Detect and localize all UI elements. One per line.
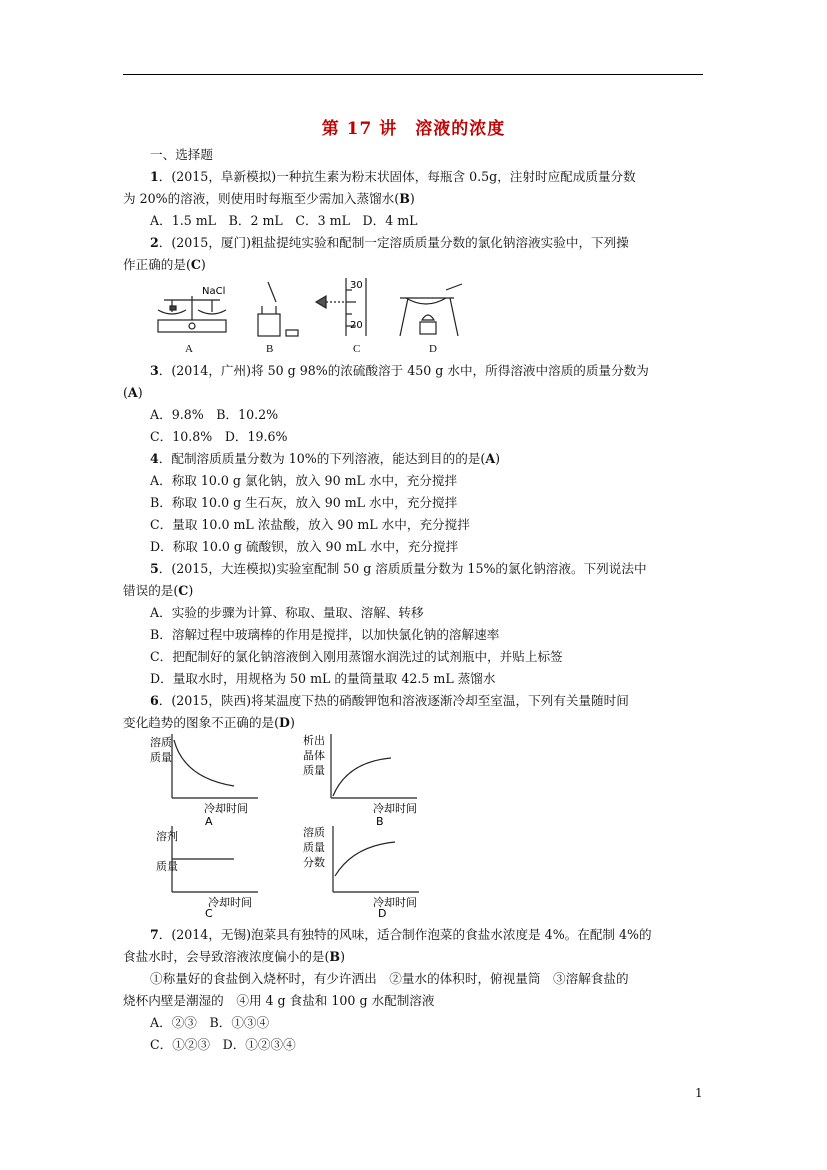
question-6-line-2 — [123, 714, 295, 732]
graph-d-xlabel: 冷却时间 — [373, 896, 417, 909]
question-3-line-2 — [123, 384, 143, 402]
question-5-option-c: C．把配制好的氯化钠溶液倒入刚用蒸馏水润洗过的试剂瓶中，并贴上标签 — [150, 649, 563, 664]
question-number: 7 — [150, 927, 159, 942]
question-number: 2 — [150, 235, 159, 250]
graph-b-ylabel-1: 析出 — [303, 734, 325, 747]
question-text: ．(2015，厦门)粗盐提纯实验和配制一定溶质质量分数的氯化钠溶液实验中，下列操 — [158, 235, 629, 250]
question-5-line-1 — [150, 560, 647, 578]
question-5-option-d: D．量取水时，用规格为 50 mL 的量筒量取 42.5 mL 蒸馏水 — [150, 671, 496, 686]
question-text: ．(2015，大连模拟)实验室配制 50 g 溶质质量分数为 15%的氯化钠溶液。下列说法中 — [158, 561, 647, 576]
question-number: 4 — [150, 451, 159, 466]
paren: ) — [200, 257, 206, 272]
question-4-option-c: C．量取 10.0 mL 浓盐酸，放入 90 mL 水中，充分搅拌 — [150, 517, 470, 532]
question-6-line-1 — [150, 692, 629, 710]
question-7-line-1 — [150, 926, 652, 944]
question-2-line-1 — [150, 234, 629, 252]
question-text: ．(2015，阜新模拟)一种抗生素为粉末状固体，每瓶含 0.5g，注射时应配成质量分数 — [158, 169, 636, 184]
answer: C — [178, 583, 189, 598]
figure-label-d: D — [429, 343, 437, 355]
answer: C — [190, 257, 201, 272]
curve-increasing — [335, 842, 395, 876]
question-7-options-1: A．②③ B．①③④ — [150, 1015, 270, 1030]
paren: ) — [340, 949, 345, 964]
question-text: 食盐水时，会导致溶液浓度偏小的是( — [123, 949, 330, 964]
scale-top-label: 30 — [350, 280, 363, 291]
question-4-line-1 — [150, 450, 500, 468]
graph-a-xlabel: 冷却时间 — [204, 802, 248, 815]
graph-c-ylabel-1: 溶剂 — [156, 830, 178, 843]
answer: D — [279, 715, 290, 730]
graph-d-ylabel-3: 分数 — [303, 856, 325, 869]
graph-b-ylabel-3: 质量 — [303, 764, 325, 777]
curve-increasing — [333, 758, 391, 796]
answer: B — [399, 191, 410, 206]
answer: B — [329, 949, 341, 964]
question-1-line-2 — [123, 190, 415, 208]
page-number: 1 — [695, 1086, 703, 1100]
graph-d-ylabel-1: 溶质 — [303, 826, 325, 839]
page-title: 第 17 讲 溶液的浓度 — [321, 119, 506, 139]
bottle-illustration — [258, 282, 298, 336]
graph-b-label: B — [376, 815, 384, 826]
question-4-option-a: A．称取 10.0 g 氯化钠，放入 90 mL 水中，充分搅拌 — [150, 473, 458, 488]
question-7-line-3: ①称量好的食盐倒入烧杯时，有少许洒出 ②量水的体积时，俯视量筒 ③溶解食盐的 — [150, 971, 629, 986]
paren: ) — [188, 583, 194, 598]
figure-label-c: C — [353, 343, 361, 355]
question-number: 5 — [150, 561, 159, 576]
graph-d-label: D — [378, 907, 387, 918]
question-number: 6 — [150, 693, 159, 708]
graph-b — [303, 734, 438, 826]
figure-label-a: A — [185, 343, 193, 355]
graph-a-ylabel-2: 质量 — [150, 751, 172, 764]
curve-decreasing — [174, 740, 234, 786]
question-5-option-a: A．实验的步骤为计算、称取、量取、溶解、转移 — [150, 605, 424, 620]
question-7-line-4: 烧杯内壁是潮湿的 ④用 4 g 食盐和 100 g 水配制溶液 — [123, 993, 435, 1008]
question-3-line-1 — [150, 362, 649, 380]
question-5-line-2 — [123, 582, 193, 600]
question-1-options: A．1.5 mL B．2 mL C．3 mL D．4 mL — [150, 213, 418, 228]
question-text: ．(2014，无锡)泡菜具有独特的风味，适合制作泡菜的食盐水浓度是 4%。在配制 4%的 — [158, 927, 652, 942]
evaporation-illustration — [400, 284, 462, 336]
question-text: 为 20%的溶液，则使用时每瓶至少需加入蒸馏水( — [123, 191, 400, 206]
question-4-option-d: D．称取 10.0 g 硫酸钡，放入 90 mL 水中，充分搅拌 — [150, 539, 459, 554]
question-text: ．配制溶质质量分数为 10%的下列溶液，能达到目的的是( — [158, 451, 486, 466]
question-5-option-b: B．溶解过程中玻璃棒的作用是搅拌，以加快氯化钠的溶解速率 — [150, 627, 500, 642]
graph-d-ylabel-2: 质量 — [303, 841, 325, 854]
graph-c-ylabel-2: 质量 — [156, 860, 178, 873]
question-1-line-1 — [150, 168, 636, 186]
question-text: ．(2015，陕西)将某温度下热的硝酸钾饱和溶液逐渐冷却至室温，下列有关量随时间 — [158, 693, 629, 708]
graph-d — [303, 826, 438, 918]
question-7-line-2 — [123, 948, 345, 966]
paren: ) — [495, 451, 501, 466]
question-3-options-1: A．9.8% B．10.2% — [150, 407, 279, 422]
graph-a — [150, 734, 280, 826]
header-rule — [123, 74, 703, 75]
graph-a-label: A — [205, 815, 213, 826]
graph-c-xlabel: 冷却时间 — [208, 896, 252, 909]
graph-a-ylabel-1: 溶质 — [150, 736, 172, 749]
paren: ) — [409, 191, 415, 206]
question-number: 1 — [150, 169, 159, 184]
question-3-options-2: C．10.8% D．19.6% — [150, 429, 288, 444]
paren: ) — [137, 385, 143, 400]
question-text: 作正确的是( — [123, 257, 191, 272]
paren: ( — [123, 385, 128, 400]
graph-c-label: C — [205, 907, 213, 918]
question-2-line-2 — [123, 256, 206, 274]
question-7-options-2: C．①②③ D．①②③④ — [150, 1037, 296, 1052]
answer: A — [485, 451, 496, 466]
scale-bottom-label: 20 — [350, 320, 363, 331]
balance-illustration — [158, 296, 226, 332]
answer: A — [127, 385, 138, 400]
question-number: 3 — [150, 363, 159, 378]
graph-b-ylabel-2: 晶体 — [303, 749, 325, 762]
lab-operations-figure — [150, 276, 470, 358]
question-text: ．(2014，广州)将 50 g 98%的浓硫酸溶于 450 g 水中，所得溶液中溶质的质量分数为 — [158, 363, 649, 378]
paren: ) — [289, 715, 295, 730]
nacl-label: NaCl — [202, 286, 226, 297]
question-text: 错误的是( — [123, 583, 179, 598]
graph-b-xlabel: 冷却时间 — [373, 802, 417, 815]
figure-label-b: B — [266, 343, 274, 355]
question-4-option-b: B．称取 10.0 g 生石灰，放入 90 mL 水中，充分搅拌 — [150, 495, 458, 510]
graph-c — [150, 826, 280, 918]
section-heading: 一、选择题 — [150, 147, 213, 162]
question-text: 变化趋势的图象不正确的是( — [123, 715, 280, 730]
